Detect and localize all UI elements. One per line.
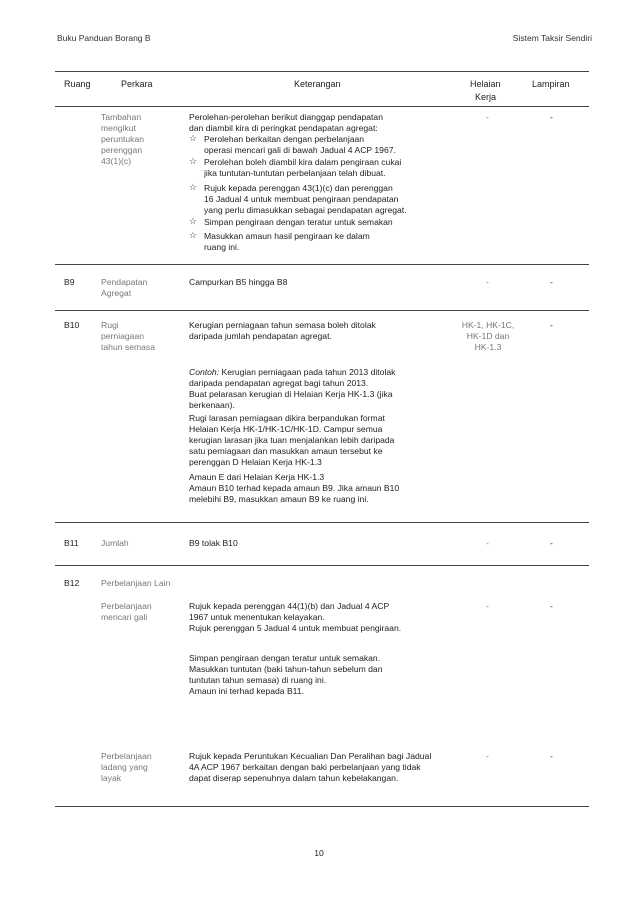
- tambahan-lampiran: -: [550, 112, 553, 122]
- b12-sub2-helaian: -: [486, 751, 489, 761]
- header-right: Sistem Taksir Sendiri: [512, 33, 592, 43]
- b10-ruang: B10: [64, 320, 80, 330]
- tambahan-intro-2: dan diambil kira di peringkat pendapatan agregat:: [189, 123, 378, 133]
- b12-sub1-perkara-2: mencari gali: [101, 612, 148, 622]
- tambahan-perkara-1: Tambahan: [101, 112, 142, 122]
- bullet-4-line-1: Simpan pengiraan dengan teratur untuk semakan: [204, 217, 393, 227]
- bullet-5-line-2: ruang ini.: [204, 242, 240, 252]
- header-left: Buku Panduan Borang B: [57, 33, 151, 43]
- tambahan-perkara-5: 43(1)(c): [101, 156, 132, 166]
- table-bottom-rule: [55, 806, 589, 807]
- col-keterangan: Keterangan: [294, 79, 341, 89]
- b12-sub2-ket-2: 4A ACP 1967 berkaitan dengan baki perbelanjaan yang tidak: [189, 762, 421, 772]
- b10-contoh-5: Helaian Kerja HK-1/HK-1C/HK-1D. Campur semua: [189, 424, 383, 434]
- col-helaian: Helaian: [470, 79, 501, 89]
- col-perkara: Perkara: [121, 79, 153, 89]
- bullet-3-line-3: yang perlu dimasukkan sebagai pendapatan agregat.: [204, 205, 407, 215]
- b11-perkara: Jumlah: [101, 538, 129, 548]
- bullet-2-line-1: Perolehan boleh diambil kira dalam pengiraan cukai: [204, 157, 402, 167]
- b11-lampiran: -: [550, 538, 553, 548]
- b12-sub2-ket-1: Rujuk kepada Peruntukan Kecualian Dan Peralihan bagi Jadual: [189, 751, 432, 761]
- tambahan-perkara-4: perenggan: [101, 145, 143, 155]
- tambahan-perkara-2: mengikut: [101, 123, 136, 133]
- col-lampiran: Lampiran: [532, 79, 570, 89]
- b10-lampiran: -: [550, 320, 553, 330]
- b10-contoh-1: daripada pendapatan agregat bagi tahun 2013.: [189, 378, 369, 388]
- b10-contoh-8: perenggan D Helaian Kerja HK-1.3: [189, 457, 322, 467]
- b12-sub1-lampiran: -: [550, 601, 553, 611]
- table-top-rule: [55, 71, 589, 72]
- contoh-label: Contoh:: [189, 367, 220, 377]
- b12-perkara: Perbelanjaan Lain: [101, 578, 171, 588]
- b12-sub2-perkara-2: ladang yang: [101, 762, 148, 772]
- b11-keterangan: B9 tolak B10: [189, 538, 238, 548]
- star-bullet-icon: ☆: [189, 216, 198, 226]
- b12-sub2-lampiran: -: [550, 751, 553, 761]
- b10-helaian-1: HK-1, HK-1C,: [461, 320, 515, 330]
- bullet-2-line-2: jika tuntutan-tuntutan perbelanjaan telah dibuat.: [204, 168, 386, 178]
- b10-ket-1: Kerugian perniagaan tahun semasa boleh ditolak: [189, 320, 376, 330]
- b9-lampiran: -: [550, 277, 553, 287]
- b9-perkara-1: Pendapatan: [101, 277, 148, 287]
- bullet-1-line-2: operasi mencari gali di bawah Jadual 4 ACP 1967.: [204, 145, 396, 155]
- b9-keterangan: Campurkan B5 hingga B8: [189, 277, 288, 287]
- star-bullet-icon: ☆: [189, 182, 198, 192]
- bullet-3-line-1: Rujuk kepada perenggan 43(1)(c) dan perenggan: [204, 183, 393, 193]
- b10-contoh-2: Buat pelarasan kerugian di Helaian Kerja HK-1.3 (jika: [189, 389, 393, 399]
- page-number: 10: [314, 848, 324, 858]
- b10-contoh-3: berkenaan).: [189, 400, 235, 410]
- b11-ruang: B11: [64, 538, 79, 548]
- b10-contoh-10: Amaun B10 terhad kepada amaun B9. Jika amaun B10: [189, 483, 400, 493]
- b12-ruang: B12: [64, 578, 80, 588]
- b10-perkara-1: Rugi: [101, 320, 119, 330]
- b9-ruang: B9: [64, 277, 75, 287]
- b10-helaian-2: HK-1D dan: [466, 331, 510, 341]
- b12-sub1-helaian: -: [486, 601, 489, 611]
- b10-helaian-3: HK-1.3: [474, 342, 502, 352]
- b11-helaian: -: [486, 538, 489, 548]
- b9-helaian: -: [486, 277, 489, 287]
- row-divider: [55, 565, 589, 566]
- b10-contoh-line: [189, 367, 395, 378]
- tambahan-helaian: -: [486, 112, 489, 122]
- row-divider: [55, 310, 589, 311]
- b10-contoh-4: Rugi larasan perniagaan dikira berpandukan format: [189, 413, 385, 423]
- b10-perkara-2: perniagaan: [101, 331, 145, 341]
- b12-sub1-ket-3: Rujuk perenggan 5 Jadual 4 untuk membuat pengiraan.: [189, 623, 402, 633]
- b10-contoh-11: melebihi B9, masukkan amaun B9 ke ruang ini.: [189, 494, 369, 504]
- b12-sub1-ket-6: tuntutan tahun semasa) di ruang ini.: [189, 675, 327, 685]
- bullet-3-line-2: 16 Jadual 4 untuk membuat pengiraan pendapatan: [204, 194, 399, 204]
- b10-perkara-3: tahun semasa: [101, 342, 155, 352]
- col-kerja: Kerja: [475, 92, 497, 102]
- b12-sub2-ket-3: dapat diserap sepenuhnya dalam tahun kebelakangan.: [189, 773, 399, 783]
- b12-sub1-ket-7: Amaun ini terhad kepada B11.: [189, 686, 304, 696]
- star-bullet-icon: ☆: [189, 230, 198, 240]
- b12-sub1-perkara-1: Perbelanjaan: [101, 601, 152, 611]
- contoh-rest: Kerugian perniagaan pada tahun 2013 ditolak: [219, 367, 396, 377]
- b10-contoh-7: satu perniagaan dan masukkan amaun tersebut ke: [189, 446, 383, 456]
- b10-contoh-6: kerugian larasan jika tuan menjalankan lebih daripada: [189, 435, 395, 445]
- bullet-5-line-1: Masukkan amaun hasil pengiraan ke dalam: [204, 231, 370, 241]
- b12-sub1-ket-5: Masukkan tuntutan (baki tahun-tahun sebelum dan: [189, 664, 383, 674]
- b12-sub2-perkara-3: layak: [101, 773, 122, 783]
- b12-sub1-ket-4: Simpan pengiraan dengan teratur untuk semakan.: [189, 653, 381, 663]
- b12-sub1-ket-2: 1967 untuk menentukan kelayakan.: [189, 612, 325, 622]
- bullet-1-line-1: Perolehan berkaitan dengan perbelanjaan: [204, 134, 365, 144]
- tambahan-perkara-3: peruntukan: [101, 134, 145, 144]
- b10-ket-2: daripada jumlah pendapatan agregat.: [189, 331, 332, 341]
- b12-sub2-perkara-1: Perbelanjaan: [101, 751, 152, 761]
- b12-sub1-ket-1: Rujuk kepada perenggan 44(1)(b) dan Jadual 4 ACP: [189, 601, 390, 611]
- b9-perkara-2: Agregat: [101, 288, 132, 298]
- tambahan-intro-1: Perolehan-perolehan berikut dianggap pendapatan: [189, 112, 383, 122]
- table-header-rule: [55, 106, 589, 107]
- b10-contoh-9: Amaun E dari Helaian Kerja HK-1.3: [189, 472, 325, 482]
- col-ruang: Ruang: [64, 79, 91, 89]
- star-bullet-icon: ☆: [189, 156, 198, 166]
- star-bullet-icon: ☆: [189, 133, 198, 143]
- row-divider: [55, 522, 589, 523]
- row-divider: [55, 264, 589, 265]
